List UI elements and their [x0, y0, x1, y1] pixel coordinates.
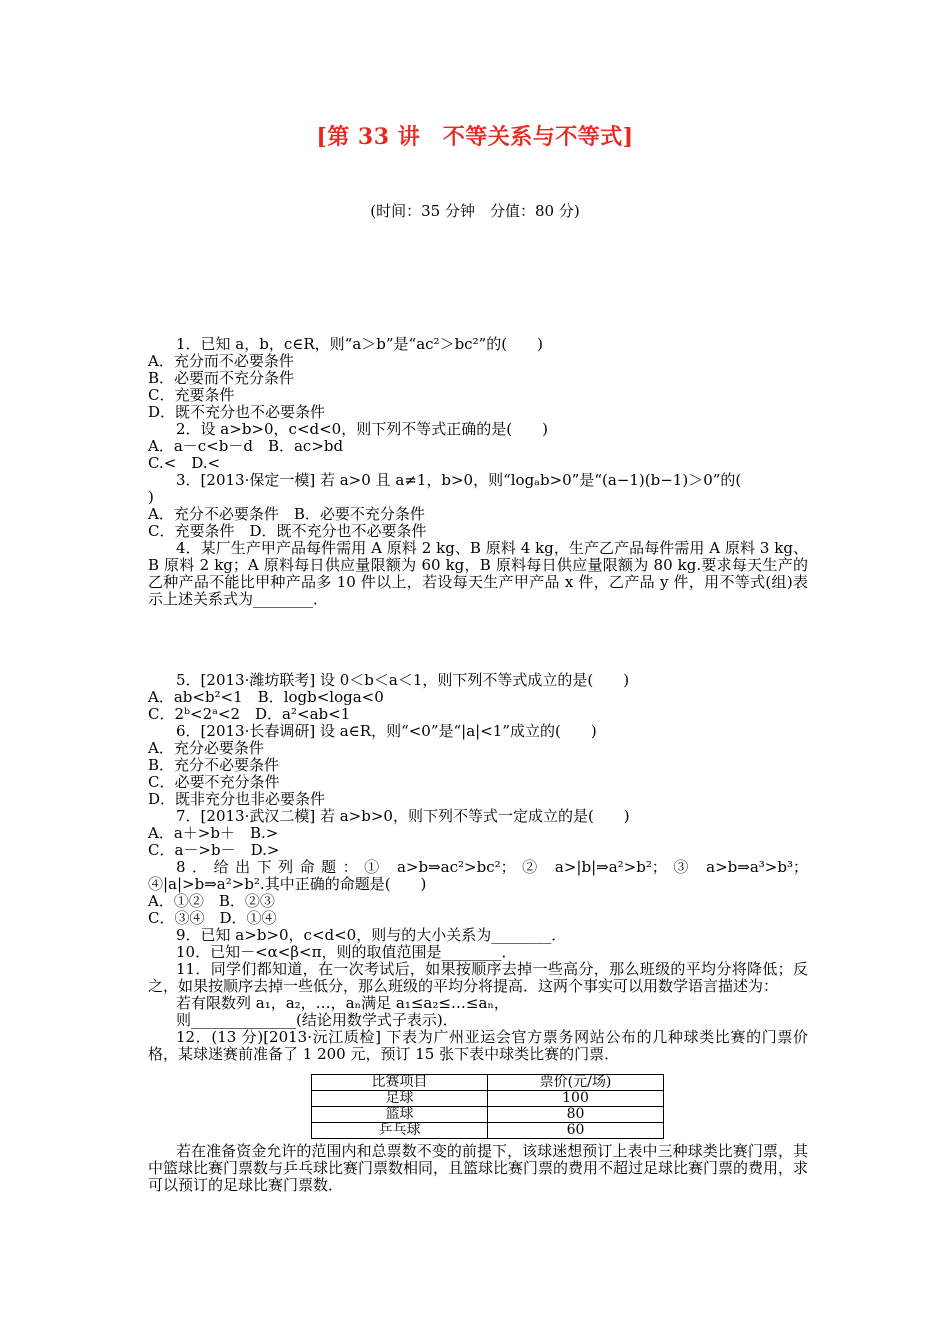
question-line: A．充分而不必要条件: [148, 352, 294, 370]
question-line: C．必要不充分条件: [148, 773, 280, 791]
table-header-row: [312, 1075, 664, 1091]
table-header-price: 票价(元/场): [488, 1075, 664, 1091]
table-row: [312, 1123, 664, 1139]
table-cell-price: 100: [488, 1091, 664, 1107]
table-cell-price: 60: [488, 1123, 664, 1139]
closing-paragraph: 若在准备资金允许的范围内和总票数不变的前提下，该球迷想预订上表中三种球类比赛门票，其中篮球比赛门票数与乒乓球比赛门票数相同，且篮球比赛门票的费用不超过足球比赛门票的费用，求可以预订的足球比赛门票数．: [148, 1142, 809, 1194]
table-cell-event: 篮球: [312, 1107, 488, 1123]
question-line: D．既不充分也不必要条件: [148, 403, 326, 421]
price-table: [311, 1074, 664, 1139]
question-line: 10．已知－<α<β<π，则的取值范围是________．: [176, 943, 517, 961]
question-line: B．必要而不充分条件: [148, 369, 295, 387]
question-line: D．既非充分也非必要条件: [148, 790, 326, 808]
question-line: C．a－>b－ D.>: [148, 841, 280, 859]
price-table-block: [148, 1074, 808, 1139]
question-line: C．③④ D．①④: [148, 909, 277, 927]
question-line: 11．同学们都知道，在一次考试后，如果按顺序去掉一些高分，那么班级的平均分将降低；反之，如果按顺序去掉一些低分，那么班级的平均分将提高．这两个事实可以用数学语言描述为：: [148, 960, 808, 995]
question-line: 8．给出下列命题：① a>b⇒ac²>bc²；② a>|b|⇒a²>b²；③ a>b⇒a³>b³；④|a|>b⇒a²>b².其中正确的命题是( ): [148, 858, 808, 893]
questions-part-1: [148, 336, 808, 608]
question-line: B．充分不必要条件: [148, 756, 280, 774]
question-line: 9．已知 a>b>0，c<d<0，则与的大小关系为________．: [176, 926, 567, 944]
question-line: 若有限数列 a₁，a₂，…，aₙ满足 a₁≤a₂≤…≤aₙ，: [176, 994, 509, 1012]
exam-meta: (时间：35 分钟 分值：80 分): [370, 202, 580, 220]
table-row: [312, 1107, 664, 1123]
question-line: A．充分必要条件: [148, 739, 264, 757]
question-line: A．充分不必要条件 B．必要不充分条件: [148, 505, 425, 523]
table-header-event: 比赛项目: [312, 1075, 488, 1091]
question-line: C．充要条件: [148, 386, 235, 404]
question-line: 12．(13 分)[2013·沅江质检] 下表为广州亚运会官方票务网站公布的几种球类比赛的门票价格，某球迷赛前准备了 1 200 元，预订 15 张下表中球类比赛的门票．: [148, 1028, 808, 1063]
question-line: C．2ᵇ<2ᵃ<2 D．a²<ab<1: [148, 705, 351, 723]
table-cell-event: 乒乓球: [312, 1123, 488, 1139]
table-cell-price: 80: [488, 1107, 664, 1123]
question-line: A．a＋>b＋ B.>: [148, 824, 279, 842]
question-line: 则______________(结论用数学式子表示)．: [176, 1011, 458, 1029]
question-line: 3．[2013·保定一模] 若 a>0 且 a≠1，b>0，则“logₐb>0”是“(a−1)(b−1)＞0”的(: [176, 471, 742, 489]
question-line: 1．已知 a，b，c∈R，则“a＞b”是“ac²＞bc²”的( ): [176, 335, 543, 353]
table-row: [312, 1091, 664, 1107]
question-line: A．ab<b²<1 B．logb<loga<0: [148, 688, 384, 706]
questions-part-2: [148, 672, 808, 1063]
question-line: 6．[2013·长春调研] 设 a∈R，则“<0”是“|a|<1”成立的( ): [176, 722, 597, 740]
question-line: 2．设 a>b>0，c<d<0，则下列不等式正确的是( ): [176, 420, 548, 438]
question-line: 7．[2013·武汉二模] 若 a>b>0，则下列不等式一定成立的是( ): [176, 807, 630, 825]
question-line: A．①② B．②③: [148, 892, 275, 910]
question-line: A．a－c<b－d B．ac>bd: [148, 437, 344, 455]
question-line: ): [148, 488, 154, 506]
question-line: 5．[2013·潍坊联考] 设 0＜b＜a＜1，则下列不等式成立的是( ): [176, 671, 630, 689]
question-line: C．充要条件 D．既不充分也不必要条件: [148, 522, 427, 540]
question-line: C.< D.<: [148, 454, 221, 472]
question-line: 4．某厂生产甲产品每件需用 A 原料 2 kg、B 原料 4 kg，生产乙产品每件需用 A 原料 3 kg、B 原料 2 kg；A 原料每日供应量限额为 60 kg，B 原料每日供应量限额为 80 kg.要求每天生产的乙种产品不能比甲种产品多 10 件以上，若设每天生产甲产品 x 件，乙产品 y 件，用不等式(组)表示上述关系式为________．: [148, 539, 808, 608]
page-title: [第 33 讲 不等关系与不等式]: [316, 124, 634, 150]
table-cell-event: 足球: [312, 1091, 488, 1107]
